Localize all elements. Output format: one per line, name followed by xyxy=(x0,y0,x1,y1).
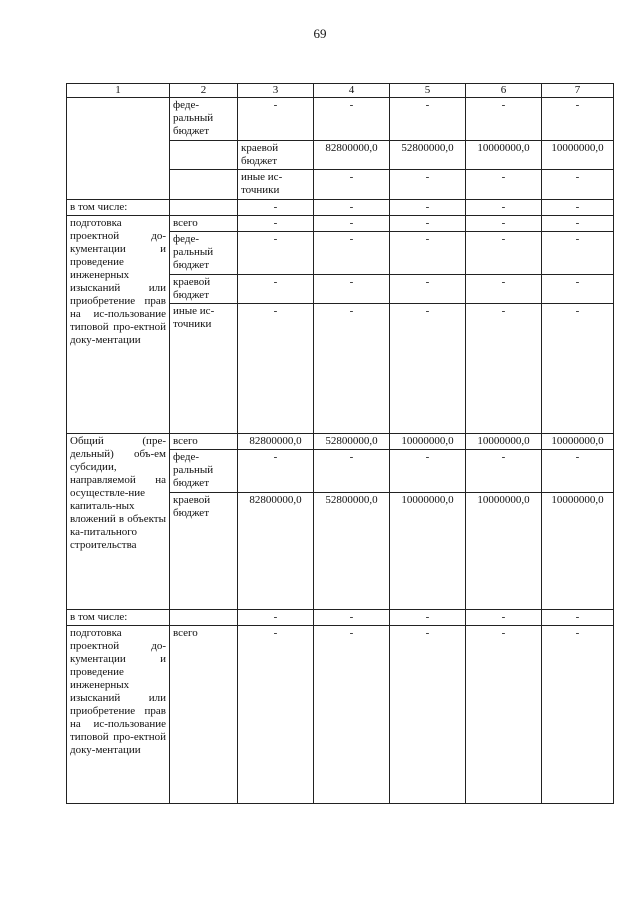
funding-source: краевой бюджет xyxy=(238,141,314,170)
value-cell: - xyxy=(390,216,466,232)
value-cell: - xyxy=(542,200,614,216)
row-description xyxy=(67,98,170,200)
row-description xyxy=(170,170,238,200)
value-cell: - xyxy=(390,200,466,216)
value-cell: - xyxy=(314,304,390,434)
value-cell: - xyxy=(466,610,542,626)
funding-source xyxy=(170,610,238,626)
value-cell: - xyxy=(390,450,466,493)
value-cell: - xyxy=(542,626,614,804)
value-cell: 52800000,0 xyxy=(314,493,390,610)
value-cell: 10000000,0 xyxy=(466,141,542,170)
funding-source: краевой бюджет xyxy=(170,493,238,610)
value-cell: - xyxy=(238,98,314,141)
budget-table xyxy=(66,83,614,804)
value-cell: 10000000,0 xyxy=(466,434,542,450)
header-cell: 5 xyxy=(390,84,466,98)
value-cell: 52800000,0 xyxy=(390,141,466,170)
header-cell: 3 xyxy=(238,84,314,98)
table-row xyxy=(67,610,614,626)
value-cell: 82800000,0 xyxy=(238,434,314,450)
table-row xyxy=(67,216,614,232)
value-cell: - xyxy=(314,275,390,304)
value-cell: 82800000,0 xyxy=(238,493,314,610)
funding-source xyxy=(170,200,238,216)
value-cell: - xyxy=(466,98,542,141)
value-cell: 10000000,0 xyxy=(542,141,614,170)
row-description xyxy=(170,141,238,170)
row-description: в том числе: xyxy=(67,200,170,216)
funding-source: всего xyxy=(170,434,238,450)
value-cell: - xyxy=(238,626,314,804)
value-cell: 10000000,0 xyxy=(466,493,542,610)
value-cell: - xyxy=(314,610,390,626)
value-cell: - xyxy=(466,626,542,804)
table-row xyxy=(67,434,614,450)
value-cell: - xyxy=(314,98,390,141)
value-cell: - xyxy=(314,170,390,200)
value-cell: - xyxy=(238,275,314,304)
value-cell: - xyxy=(238,200,314,216)
value-cell: - xyxy=(542,98,614,141)
page-number: 69 xyxy=(313,26,327,41)
value-cell: 82800000,0 xyxy=(314,141,390,170)
funding-source: краевой бюджет xyxy=(170,275,238,304)
row-description: подготовка проектной до-кументации и проведение инженерных изысканий или приобретение прав на ис-пользование типовой про-ектной доку-ментации xyxy=(67,626,170,804)
value-cell: - xyxy=(542,304,614,434)
value-cell: 10000000,0 xyxy=(390,493,466,610)
funding-source: феде- ральный бюджет xyxy=(170,98,238,141)
value-cell: - xyxy=(390,304,466,434)
value-cell: - xyxy=(542,216,614,232)
value-cell: - xyxy=(466,170,542,200)
value-cell: - xyxy=(238,610,314,626)
value-cell: - xyxy=(542,232,614,275)
value-cell: - xyxy=(542,610,614,626)
value-cell: - xyxy=(314,450,390,493)
table-row xyxy=(67,200,614,216)
funding-source: всего xyxy=(170,626,238,804)
value-cell: 10000000,0 xyxy=(542,493,614,610)
value-cell: - xyxy=(390,626,466,804)
table-row xyxy=(67,98,614,141)
value-cell: - xyxy=(390,170,466,200)
funding-source: феде- ральный бюджет xyxy=(170,450,238,493)
value-cell: - xyxy=(238,450,314,493)
value-cell: - xyxy=(238,216,314,232)
value-cell: - xyxy=(390,232,466,275)
header-cell: 6 xyxy=(466,84,542,98)
header-cell: 4 xyxy=(314,84,390,98)
row-description: Общий (пре-дельный) объ-ем субсидии, направляемой на осуществле-ние капиталь-ных вложений в объекты ка-питального строительства xyxy=(67,434,170,610)
header-cell: 2 xyxy=(170,84,238,98)
funding-source: феде- ральный бюджет xyxy=(170,232,238,275)
value-cell: - xyxy=(466,304,542,434)
header-cell: 1 xyxy=(67,84,170,98)
value-cell: 52800000,0 xyxy=(314,434,390,450)
value-cell: - xyxy=(314,626,390,804)
header-row xyxy=(67,84,614,98)
value-cell: - xyxy=(314,200,390,216)
header-cell: 7 xyxy=(542,84,614,98)
value-cell: - xyxy=(390,610,466,626)
row-description: подготовка проектной до-кументации и проведение инженерных изысканий или приобретение прав на ис-пользование типовой про-ектной доку-ментации xyxy=(67,216,170,434)
value-cell: - xyxy=(542,170,614,200)
value-cell: - xyxy=(466,450,542,493)
value-cell: - xyxy=(238,232,314,275)
value-cell: 10000000,0 xyxy=(390,434,466,450)
value-cell: - xyxy=(466,200,542,216)
row-description: в том числе: xyxy=(67,610,170,626)
table-row xyxy=(67,626,614,804)
value-cell: - xyxy=(314,216,390,232)
value-cell: - xyxy=(314,232,390,275)
value-cell: - xyxy=(390,275,466,304)
value-cell: - xyxy=(542,275,614,304)
value-cell: 10000000,0 xyxy=(542,434,614,450)
value-cell: - xyxy=(466,275,542,304)
funding-source: всего xyxy=(170,216,238,232)
value-cell: - xyxy=(390,98,466,141)
funding-source: иные ис- точники xyxy=(238,170,314,200)
value-cell: - xyxy=(238,304,314,434)
value-cell: - xyxy=(542,450,614,493)
value-cell: - xyxy=(466,216,542,232)
value-cell: - xyxy=(466,232,542,275)
funding-source: иные ис- точники xyxy=(170,304,238,434)
